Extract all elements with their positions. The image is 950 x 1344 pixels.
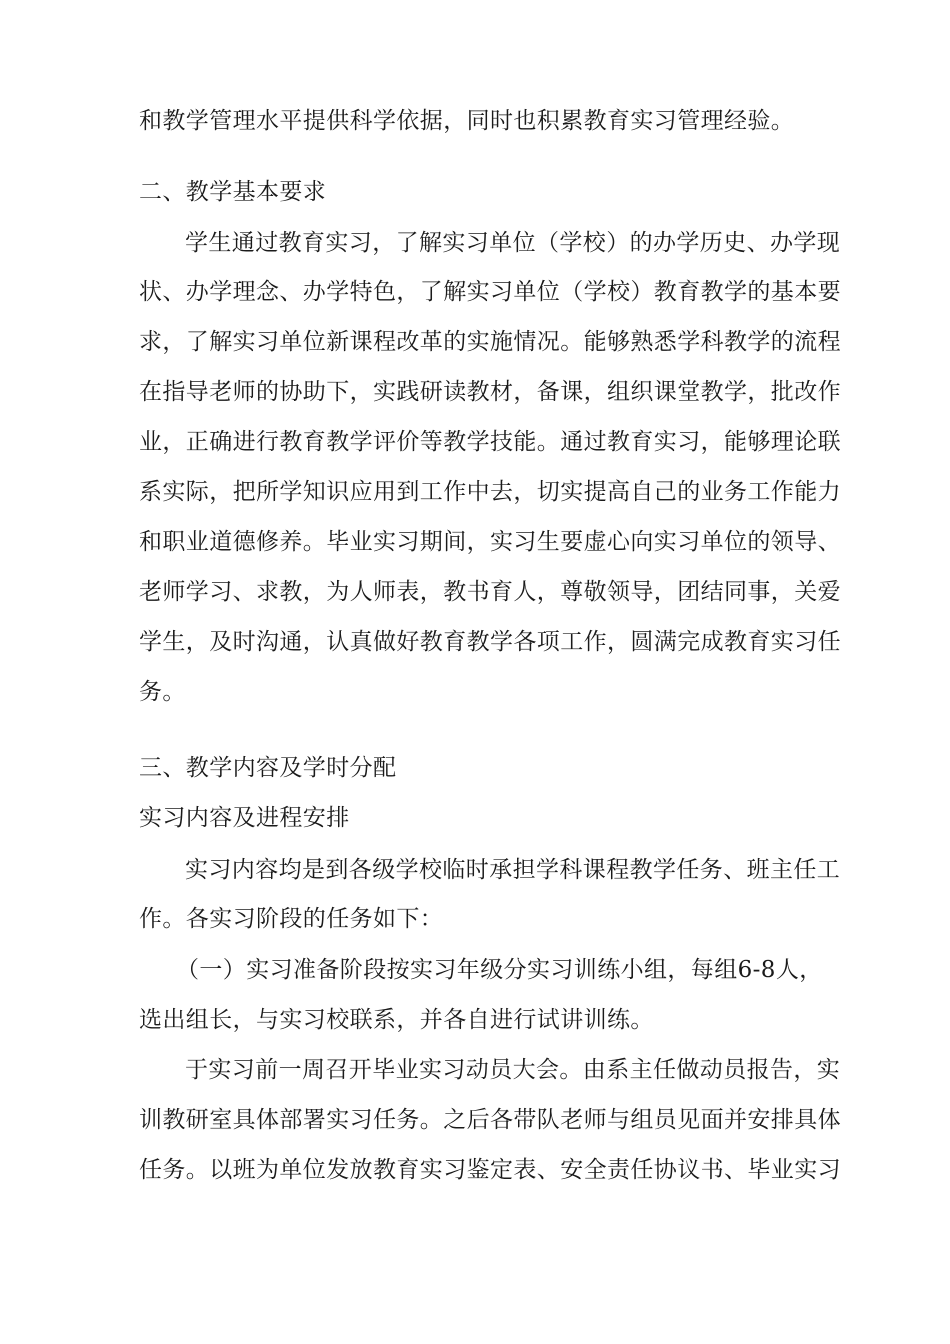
paragraph-line: 作。各实习阶段的任务如下： [139,906,444,932]
paragraph-line: 系实际，把所学知识应用到工作中去，切实提高自己的业务工作能力 [139,479,841,505]
paragraph-line: 学生，及时沟通，认真做好教育教学各项工作，圆满完成教育实习任 [139,629,841,655]
subsection-heading: 实习内容及进程安排 [139,805,350,831]
paragraph-line: 任务。以班为单位发放教育实习鉴定表、安全责任协议书、毕业实习 [139,1157,841,1183]
paragraph-line: 求，了解实习单位新课程改革的实施情况。能够熟悉学科教学的流程 [139,329,841,355]
paragraph-line: 老师学习、求教，为人师表，教书育人，尊敬领导，团结同事，关爱 [139,579,841,605]
paragraph-line: 务。 [139,679,186,705]
paragraph-line: 选出组长，与实习校联系，并各自进行试讲训练。 [139,1007,654,1033]
paragraph-line: （一）实习准备阶段按实习年级分实习训练小组，每组6-8人， [176,957,823,983]
paragraph-line: 训教研室具体部署实习任务。之后各带队老师与组员见面并安排具体 [139,1107,841,1133]
paragraph-line: 和职业道德修养。毕业实习期间，实习生要虚心向实习单位的领导、 [139,529,841,555]
section-heading: 二、教学基本要求 [139,179,327,205]
paragraph-line: 学生通过教育实习，了解实习单位（学校）的办学历史、办学现 [185,230,841,256]
section-heading: 三、教学内容及学时分配 [139,755,397,781]
paragraph-line: 在指导老师的协助下，实践研读教材，备课，组织课堂教学，批改作 [139,379,841,405]
paragraph-line: 于实习前一周召开毕业实习动员大会。由系主任做动员报告，实 [185,1057,841,1083]
paragraph-line: 业，正确进行教育教学评价等教学技能。通过教育实习，能够理论联 [139,429,841,455]
paragraph-line: 状、办学理念、办学特色，了解实习单位（学校）教育教学的基本要 [139,279,841,305]
paragraph-line: 实习内容均是到各级学校临时承担学科课程教学任务、班主任工 [185,857,841,883]
paragraph-line: 和教学管理水平提供科学依据，同时也积累教育实习管理经验。 [139,108,795,134]
